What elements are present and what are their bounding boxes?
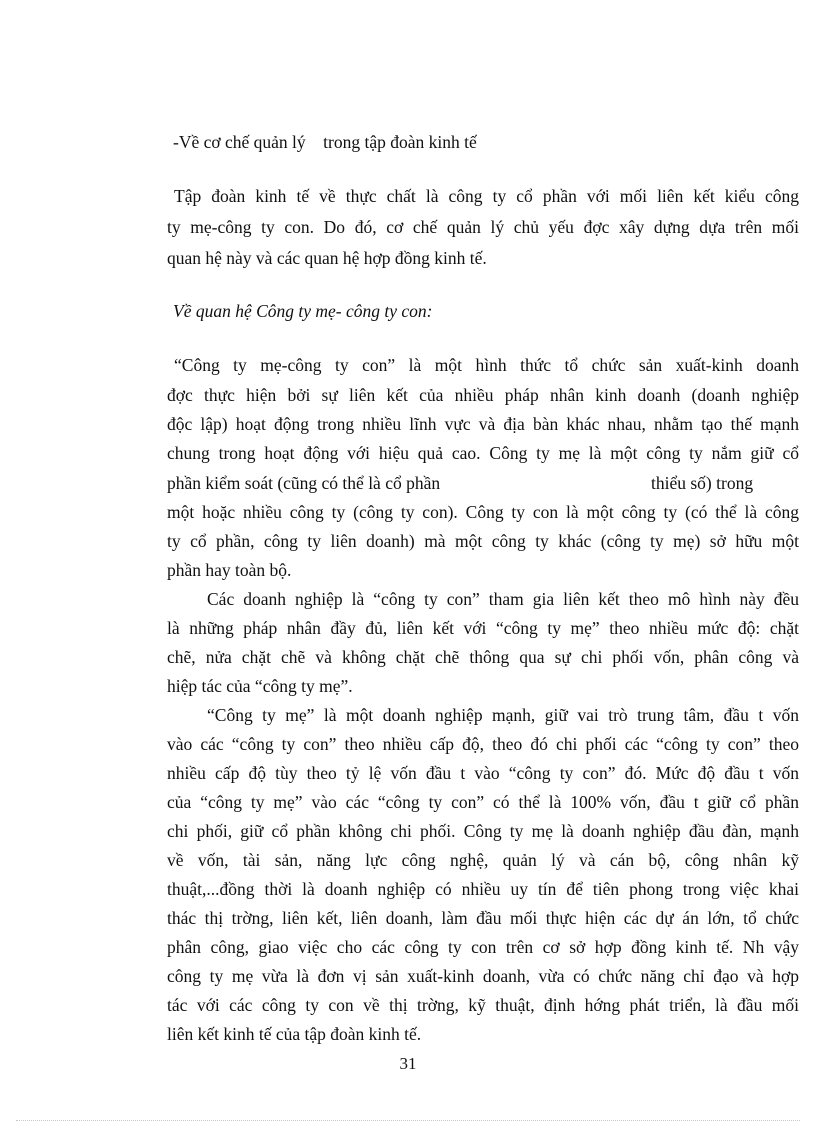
paragraph-4-line-11: tác với các công ty con về thị trờng, kỹ thuật, định hớng phát triển, là đầu mối — [167, 995, 799, 1015]
paragraph-3-line-4: hiệp tác của “công ty mẹ”. — [167, 676, 353, 696]
paragraph-4-line-9: phân công, giao việc cho các công ty con trên cơ sở hợp đồng kinh tế. Nh vậy — [167, 937, 799, 957]
paragraph-4-line-3: nhiều cấp độ tùy theo tỷ lệ vốn đầu t vào “công ty con” đó. Mức độ đầu t vốn — [167, 763, 799, 783]
paragraph-4-line-10: công ty mẹ vừa là đơn vị sản xuất-kinh doanh, vừa có chức năng chỉ đạo và hợp — [167, 966, 799, 986]
paragraph-4-line-5: chi phối, giữ cổ phần không chi phối. Công ty mẹ là doanh nghiệp đầu đàn, mạnh — [167, 821, 799, 841]
paragraph-2-line-4: chung trong hoạt động với hiệu quả cao. Công ty mẹ là một công ty nắm giữ cổ — [167, 443, 799, 463]
paragraph-1-line-1: Tập đoàn kinh tế về thực chất là công ty cổ phần với mối liên kết kiểu công — [174, 186, 799, 206]
paragraph-2-line-7: ty cổ phần, công ty liên doanh) mà một công ty khác (công ty mẹ) sở hữu một — [167, 531, 799, 551]
subsection-heading: Về quan hệ Công ty mẹ- công ty con: — [173, 301, 433, 321]
page-bottom-divider — [16, 1120, 800, 1121]
paragraph-3-line-3: chẽ, nửa chặt chẽ và không chặt chẽ thông qua sự chi phối vốn, phân công và — [167, 647, 799, 667]
paragraph-2-line-2: đợc thực hiện bởi sự liên kết của nhiều pháp nhân kinh doanh (doanh nghiệp — [167, 385, 799, 405]
page-number: 31 — [399, 1054, 417, 1073]
paragraph-2-line-5b: thiểu số) trong — [651, 473, 754, 493]
paragraph-2-line-8: phần hay toàn bộ. — [167, 560, 292, 580]
paragraph-3-line-1: Các doanh nghiệp là “công ty con” tham gia liên kết theo mô hình này đều — [207, 589, 799, 609]
paragraph-2-line-1: “Công ty mẹ-công ty con” là một hình thức tổ chức sản xuất-kinh doanh — [174, 355, 799, 375]
paragraph-4-line-12: liên kết kinh tế của tập đoàn kinh tế. — [167, 1024, 422, 1044]
paragraph-4-line-4: của “công ty mẹ” vào các “công ty con” có thể là 100% vốn, đầu t giữ cổ phần — [167, 792, 799, 812]
paragraph-4-line-8: thác thị trờng, liên kết, liên doanh, làm đầu mối thực hiện các dự án lớn, tổ chức — [167, 908, 799, 928]
paragraph-4-line-7: thuật,...đồng thời là doanh nghiệp có nhiều uy tín để tiên phong trong việc khai — [167, 879, 799, 899]
section-heading: -Về cơ chế quản lý trong tập đoàn kinh tế — [173, 132, 477, 152]
paragraph-4-line-2: vào các “công ty con” theo nhiều cấp độ, theo đó chi phối các “công ty con” theo — [167, 734, 799, 754]
paragraph-1-line-2: ty mẹ-công ty con. Do đó, cơ chế quản lý chủ yếu đợc xây dựng dựa trên mối — [167, 217, 799, 237]
paragraph-4-line-1: “Công ty mẹ” là một doanh nghiệp mạnh, giữ vai trò trung tâm, đầu t vốn — [207, 705, 799, 725]
paragraph-4-line-6: về vốn, tài sản, năng lực công nghệ, quản lý và cán bộ, công nhân kỹ — [167, 850, 799, 870]
paragraph-1-line-3: quan hệ này và các quan hệ hợp đồng kinh tế. — [167, 248, 487, 268]
paragraph-3-line-2: là những pháp nhân đầy đủ, liên kết với “công ty mẹ” theo nhiều mức độ: chặt — [167, 618, 799, 638]
paragraph-2-line-6: một hoặc nhiều công ty (công ty con). Công ty con là một công ty (có thể là công — [167, 502, 799, 522]
paragraph-2-line-3: độc lập) hoạt động trong nhiều lĩnh vực và địa bàn khác nhau, nhằm tạo thế mạnh — [167, 414, 799, 434]
paragraph-2-line-5a: phần kiểm soát (cũng có thể là cổ phần — [167, 473, 441, 493]
